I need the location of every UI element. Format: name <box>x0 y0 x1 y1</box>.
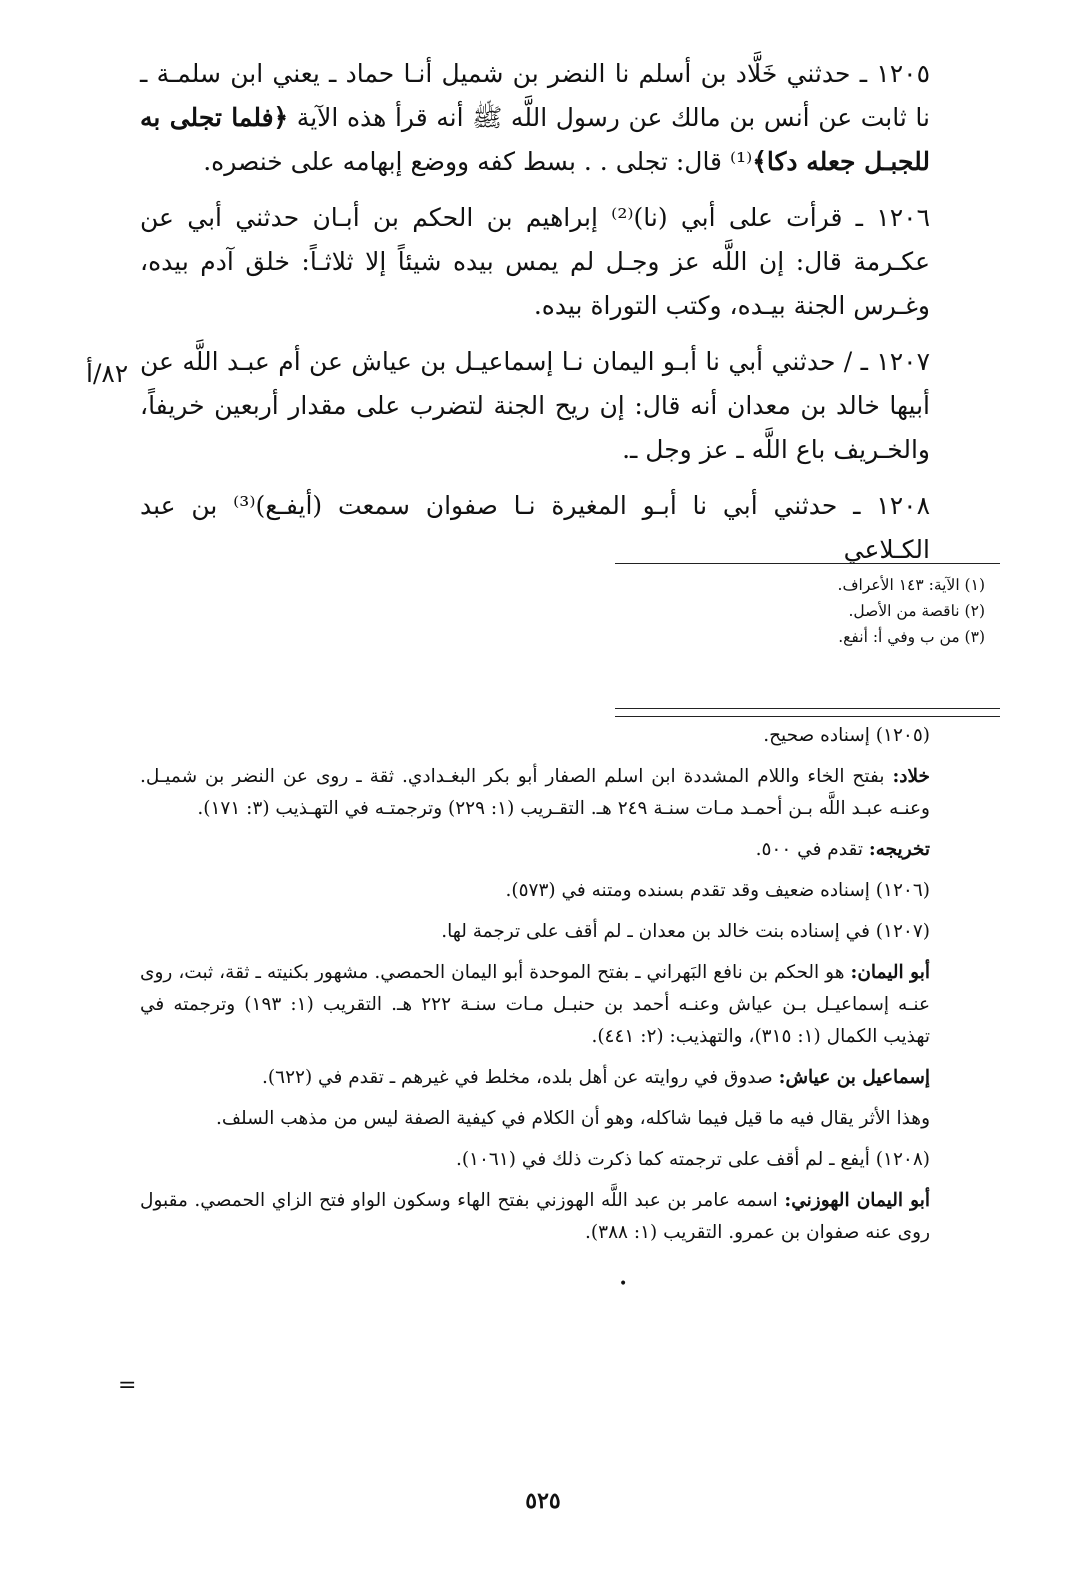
commentary-para: أبو اليمان الهوزني: اسمه عامر بن عبد اللَّه الهوزني بفتح الهاء وسكون الواو فتح الزاي الحمصي. مقبول روى عنه صفوان بن عمرو. التقريب (١: ٣٨٨). <box>140 1190 930 1243</box>
page-number: ٥٢٥ <box>525 1488 561 1514</box>
footnote-divider <box>615 563 1000 564</box>
footnote-1: (١) الآية: ١٤٣ الأعراف. <box>837 576 985 594</box>
hadith-body: / حدثني أبي نا أبـو اليمان نـا إسماعيـل بن عياش عن أم عبـد اللَّه عن أبيها خالد بن معدان أنه قال: إن ريح الجنة لتضرب على مقدار أربعين خريفاً، والخـريف باع اللَّه ـ عز وجل ـ. <box>140 347 930 464</box>
hadith-body: حدثني خَلَّاد بن أسلم نا النضر بن شميل أنـا حماد ـ يعني ابن سلمـة ـ نا ثابت عن أنس بن مالك عن رسول اللَّه ﷺ أنه قرأ هذه الآية <box>140 59 930 132</box>
hadith-body-end: ⁽¹⁾ قال: تجلى . . بسط كفه ووضع إبهامه على خنصره. <box>203 147 753 176</box>
commentary-para: خلاد: بفتح الخاء واللام المشددة ابن اسلم الصفار أبو بكر البغـدادي. ثقة ـ روى عن النضر بن شميـل. وعنـه عبـد اللَّه بـن أحمـد مـات سنـة ٢٤٩ هـ. التقـريب (١: ٢٢٩) وترجمتـه في التهـذيب (٣: ١٧١). <box>140 766 930 819</box>
commentary-para: (١٢٠٦) إسناده ضعيف وقد تقدم بسنده ومتنه في (٥٧٣). <box>505 880 930 901</box>
narrator-name: إسماعيل بن عياش: <box>778 1067 930 1088</box>
hadith-1208: ١٢٠٨ ـ حدثني أبي نا أبـو المغيرة نـا صفوان سمعت (أيفـع)⁽³⁾ بن عبد الكـلاعي <box>140 491 930 564</box>
commentary-divider <box>615 708 1000 717</box>
hadith-number: ١٢٠٨ <box>876 491 930 520</box>
commentary-para: (١٢٠٨) أيفع ـ لم أقف على ترجمته كما ذكرت ذلك في (١٠٦١). <box>455 1149 930 1170</box>
narrator-name: أبو اليمان: <box>850 962 930 983</box>
hadith-1206: ١٢٠٦ ـ قرأت على أبي (نا)⁽²⁾ إبراهيم بن الحكم بن أبـان حدثني أبي عن عكـرمة قال: إن اللَّه عز وجـل لم يمس بيده شيئاً إلا ثلاثـاً: خلق آدم بيده، وغـرس الجنة بيـده، وكتب التوراة بيده. <box>140 203 931 320</box>
hadith-number: ١٢٠٥ <box>876 59 931 88</box>
commentary-para: (١٢٠٧) في إسناده بنت خالد بن معدان ـ لم أقف على ترجمة لها. <box>441 921 930 942</box>
commentary <box>140 720 930 1258</box>
footnote-3: (٣) من ب وفي أ: أنفع. <box>838 628 985 646</box>
hadith-body: حدثني أبي نا أبـو المغيرة نـا صفوان سمعت (أيفـع)⁽³⁾ بن عبد الكـلاعي <box>140 491 930 564</box>
commentary-para: أبو اليمان: هو الحكم بن نافع البَهراني ـ بفتح الموحدة أبو اليمان الحمصي. مشهور بكنيته ـ ثقة، ثبت، روى عنـه إسماعيـل بـن عياش وعنـه أحمد بن حنبـل مـات سنـة ٢٢٢ هـ. التقريب (١: ١٩٣) وترجمته في تهذيب الكمال (١: ٣١٥)، والتهذيب: (٢: ٤٤١). <box>140 962 930 1047</box>
hadith-text <box>140 52 930 584</box>
manuscript-folio-ref: ٨٢/أ <box>86 359 129 388</box>
section-label: تخريجه: <box>868 839 930 860</box>
footnote-2: (٢) ناقصة من الأصل. <box>848 602 985 620</box>
continuation-mark: = <box>118 1373 137 1398</box>
stray-dot: • <box>619 1276 628 1292</box>
hadith-number: ١٢٠٦ <box>876 203 931 232</box>
hadith-1207: ١٢٠٧ ـ / حدثني أبي نا أبـو اليمان نـا إسماعيـل بن عياش عن أم عبـد اللَّه عن أبيها خالد بن معدان أنه قال: إن ريح الجنة لتضرب على مقدار أربعين خريفاً، والخـريف باع اللَّه ـ عز وجل ـ. <box>140 347 930 464</box>
narrator-name: أبو اليمان الهوزني: <box>784 1190 930 1211</box>
hadith-number: ١٢٠٧ <box>876 347 930 376</box>
narrator-name: خلاد: <box>892 766 930 787</box>
hadith-body: قرأت على أبي (نا)⁽²⁾ إبراهيم بن الحكم بن أبـان حدثني أبي عن عكـرمة قال: إن اللَّه عز وجـل لم يمس بيده شيئاً إلا ثلاثـاً: خلق آدم بيده، وغـرس الجنة بيـده، وكتب التوراة بيده. <box>140 203 930 320</box>
commentary-para: وهذا الأثر يقال فيه ما قيل فيما شاكله، وهو أن الكلام في كيفية الصفة ليس من مذهب السلف. <box>215 1108 930 1129</box>
commentary-para: تخريجه: تقدم في ٥٠٠. <box>755 839 930 860</box>
footnotes <box>615 572 985 650</box>
commentary-para: إسماعيل بن عياش: صدوق في روايته عن أهل بلده، مخلط في غيرهم ـ تقدم في (٦٢٢). <box>262 1067 930 1088</box>
quran-verse: ﴿فلما تجلى به للجبـل جعله دكا﴾ <box>140 103 930 176</box>
hadith-1205: ١٢٠٥ ـ حدثني خَلَّاد بن أسلم نا النضر بن شميل أنـا حماد ـ يعني ابن سلمـة ـ نا ثابت عن أنس بن مالك عن رسول اللَّه ﷺ أنه قرأ هذه الآية ﴿فلما تجلى به للجبـل جعله دكا﴾⁽¹⁾ قال: تجلى . . بسط كفه ووضع إبهامه على خنصره. <box>140 59 931 176</box>
commentary-para: (١٢٠٥) إسناده صحيح. <box>763 725 930 746</box>
